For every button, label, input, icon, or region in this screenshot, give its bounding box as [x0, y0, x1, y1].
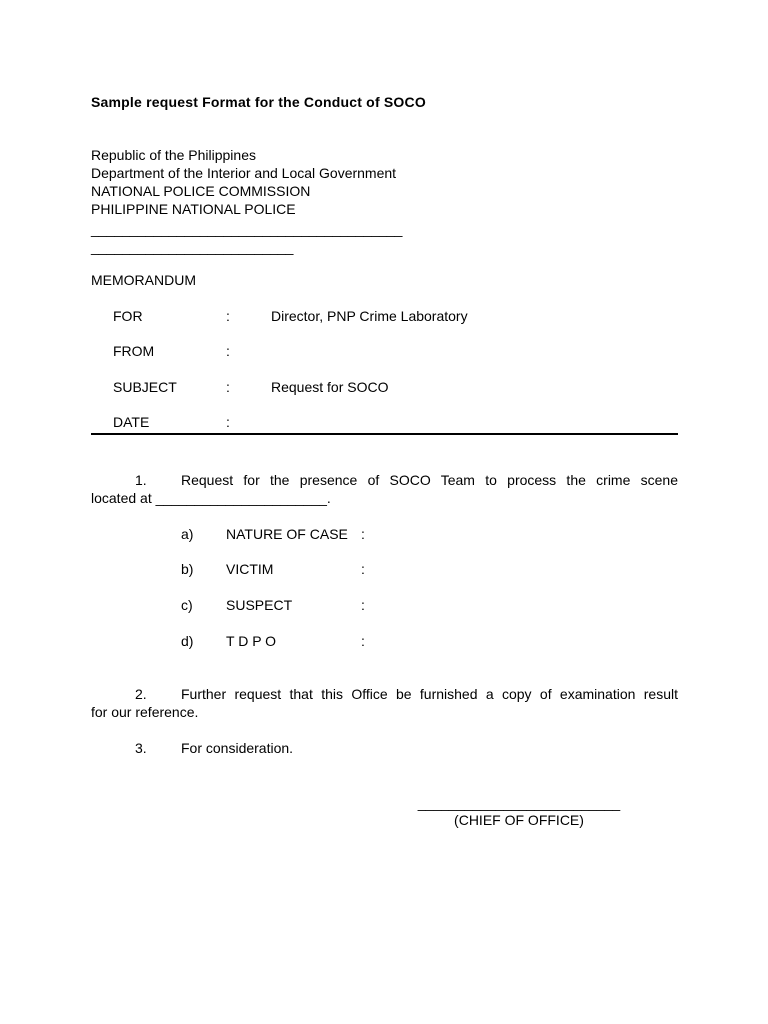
para1-number: 1.: [135, 472, 147, 488]
sub-item-colon: :: [361, 597, 365, 613]
memo-field-colon: :: [226, 414, 230, 430]
header-line-republic: Republic of the Philippines: [91, 147, 256, 163]
header-blank-line-1: ________________________________________: [91, 221, 403, 237]
para2-number: 2.: [135, 686, 147, 702]
para1-line1: Request for the presence of SOCO Team to process the crime scene: [181, 472, 678, 488]
sub-item-colon: :: [361, 526, 365, 542]
header-line-dilg: Department of the Interior and Local Government: [91, 165, 397, 181]
memo-divider-rule: [91, 433, 678, 435]
para2-line1: Further request that this Office be furnished a copy of examination result: [181, 686, 678, 702]
memo-title: MEMORANDUM: [91, 272, 196, 288]
sub-item-label: VICTIM: [226, 561, 274, 577]
sub-item-letter: a): [181, 526, 194, 542]
signature-caption: (CHIEF OF OFFICE): [454, 812, 584, 828]
memo-field-colon: :: [226, 343, 230, 359]
sub-item-letter: d): [181, 633, 194, 649]
sub-item-letter: b): [181, 561, 194, 577]
memo-field-colon: :: [226, 308, 230, 324]
para3-number: 3.: [135, 740, 147, 756]
memo-field-label: FROM: [113, 343, 155, 359]
header-line-pnp: PHILIPPINE NATIONAL POLICE: [91, 201, 296, 217]
sub-item-label: T D P O: [226, 633, 277, 649]
sub-item-label: SUSPECT: [226, 597, 293, 613]
sub-item-label: NATURE OF CASE: [226, 526, 348, 542]
memo-field-value: Director, PNP Crime Laboratory: [271, 308, 468, 324]
memo-field-colon: :: [226, 379, 230, 395]
para3-text: For consideration.: [181, 740, 294, 756]
signature-line: __________________________: [417, 795, 621, 811]
memo-field-label: DATE: [113, 414, 150, 430]
para2-line2: for our reference.: [91, 704, 199, 720]
memo-field-label: FOR: [113, 308, 143, 324]
document-heading: Sample request Format for the Conduct of SOCO: [91, 94, 426, 110]
sub-item-letter: c): [181, 597, 193, 613]
memo-field-label: SUBJECT: [113, 379, 177, 395]
sub-item-colon: :: [361, 561, 365, 577]
header-blank-line-2: __________________________: [91, 239, 294, 255]
header-line-napolcom: NATIONAL POLICE COMMISSION: [91, 183, 311, 199]
para1-line2: located at ______________________.: [91, 490, 331, 506]
sub-item-colon: :: [361, 633, 365, 649]
memo-field-value: Request for SOCO: [271, 379, 389, 395]
